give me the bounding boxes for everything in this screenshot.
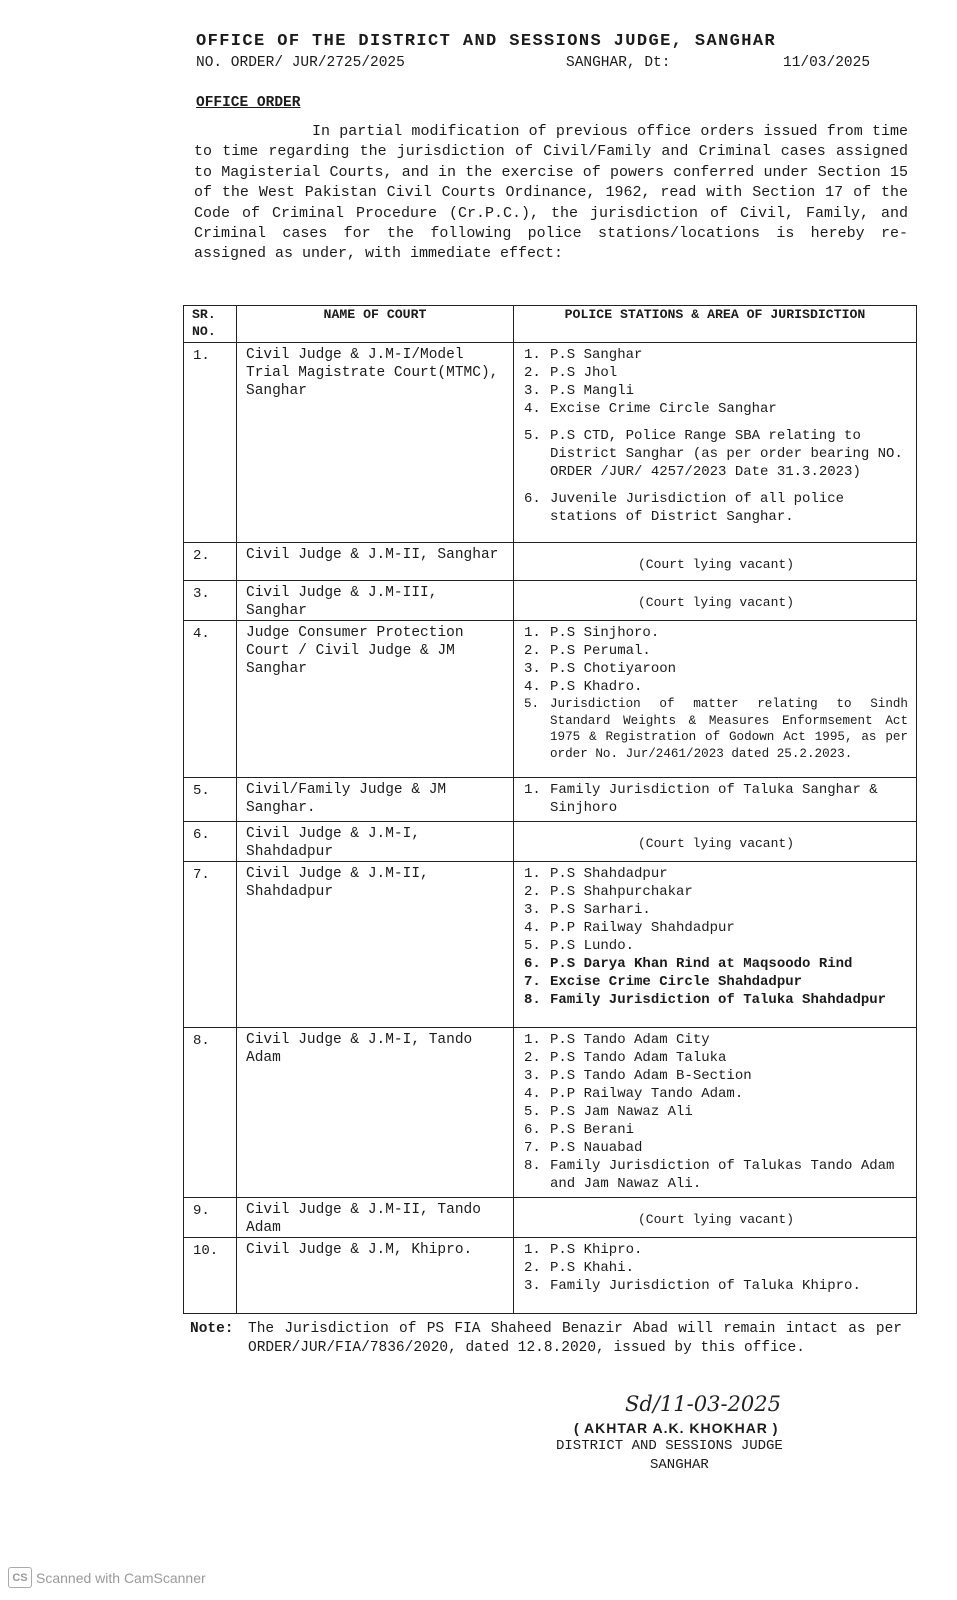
- list-item-text: P.S Sinjhoro.: [550, 625, 660, 641]
- police-station-list: [524, 1031, 908, 1193]
- list-item-text: P.S Sanghar: [550, 347, 643, 363]
- place-date-label: SANGHAR, Dt:: [566, 55, 671, 71]
- list-item-text: P.S Jam Nawaz Ali: [550, 1104, 693, 1120]
- list-item: [524, 1259, 908, 1277]
- list-item: [524, 781, 908, 817]
- list-item-number: 1.: [524, 347, 541, 363]
- list-item-number: 2.: [524, 1050, 541, 1066]
- row-court-name: Civil Judge & J.M-II, Shahdadpur: [237, 862, 514, 1028]
- list-item-text: P.S CTD, Police Range SBA relating to District Sanghar (as per order bearing NO. ORDER /JUR/ 4257/2023 Date 31.3.2023): [550, 428, 903, 480]
- list-item-text: P.S Khahi.: [550, 1260, 635, 1276]
- list-item: [524, 1139, 908, 1157]
- list-item-text: P.S Mangli: [550, 383, 635, 399]
- list-item: [524, 1067, 908, 1085]
- list-item-text: P.S Shahpurchakar: [550, 884, 693, 900]
- header-sr-no: SR. NO.: [184, 306, 237, 343]
- list-item: [524, 865, 908, 883]
- list-item-text: P.S Lundo.: [550, 938, 635, 954]
- list-item-number: 8.: [524, 992, 541, 1008]
- note-label: Note:: [190, 1321, 234, 1337]
- list-item: [524, 400, 908, 418]
- list-item-text: Juvenile Jurisdiction of all police stations of District Sanghar.: [550, 491, 845, 525]
- list-item-number: 3.: [524, 1278, 541, 1294]
- list-item-text: Jurisdiction of matter relating to Sindh Standard Weights & Measures Enformsement Act 1975 & Registration of Godown Act 1995, as per order No. Jur/2461/2023 dated 25.2.2023.: [550, 697, 908, 761]
- list-item-text: P.S Chotiyaroon: [550, 661, 677, 677]
- list-item: [524, 1103, 908, 1121]
- row-sr-no: 10.: [184, 1238, 237, 1314]
- police-station-list: [524, 781, 908, 817]
- list-item-text: P.S Nauabad: [550, 1140, 643, 1156]
- row-jurisdiction: [514, 581, 917, 621]
- row-jurisdiction: [514, 543, 917, 581]
- list-item-number: 4.: [524, 679, 541, 695]
- row-sr-no: 2.: [184, 543, 237, 581]
- list-item-number: 1.: [524, 866, 541, 882]
- list-item: [524, 1031, 908, 1049]
- row-jurisdiction: [514, 621, 917, 778]
- list-item-number: 8.: [524, 1158, 541, 1174]
- signatory-designation: DISTRICT AND SESSIONS JUDGE: [556, 1438, 783, 1454]
- list-item: [524, 937, 908, 955]
- list-item-number: 1.: [524, 782, 541, 798]
- office-title: OFFICE OF THE DISTRICT AND SESSIONS JUDGE, SANGHAR: [196, 32, 777, 51]
- office-order-heading: OFFICE ORDER: [196, 95, 301, 111]
- court-vacant-text: (Court lying vacant): [637, 836, 795, 851]
- order-number: NO. ORDER/ JUR/2725/2025: [196, 55, 405, 71]
- list-item-number: 3.: [524, 383, 541, 399]
- list-item-number: 3.: [524, 1068, 541, 1084]
- row-sr-no: 3.: [184, 581, 237, 621]
- row-jurisdiction: [514, 343, 917, 543]
- list-item-text: P.S Perumal.: [550, 643, 651, 659]
- order-paragraph: [194, 122, 908, 265]
- list-item-number: 3.: [524, 902, 541, 918]
- list-item-number: 5.: [524, 938, 541, 954]
- list-item: [524, 346, 908, 364]
- table-row: [184, 862, 917, 1028]
- handwritten-signature: Sd/11-03-2025: [625, 1392, 781, 1416]
- list-item-text: P.P Railway Tando Adam.: [550, 1086, 744, 1102]
- header-police-stations: POLICE STATIONS & AREA OF JURISDICTION: [514, 306, 917, 343]
- camscanner-logo-icon: CS: [8, 1567, 32, 1588]
- camscanner-watermark: [8, 1567, 206, 1588]
- table-row: [184, 1198, 917, 1238]
- list-item-text: P.S Khipro.: [550, 1242, 643, 1258]
- list-item-text: Family Jurisdiction of Taluka Shahdadpur: [550, 992, 887, 1008]
- list-item-number: 2.: [524, 884, 541, 900]
- list-item: [524, 1277, 908, 1295]
- list-item: [524, 955, 908, 973]
- court-vacant-text: (Court lying vacant): [637, 595, 795, 610]
- list-item: [524, 901, 908, 919]
- list-item-number: 5.: [524, 1104, 541, 1120]
- list-item-number: 4.: [524, 401, 541, 417]
- row-jurisdiction: [514, 862, 917, 1028]
- list-item-text: P.S Tando Adam Taluka: [550, 1050, 727, 1066]
- list-item-number: 1.: [524, 1032, 541, 1048]
- row-court-name: Civil Judge & J.M-I/Model Trial Magistrate Court(MTMC), Sanghar: [237, 343, 514, 543]
- table-row: [184, 343, 917, 543]
- header-name-of-court: NAME OF COURT: [237, 306, 514, 343]
- list-item-text: Family Jurisdiction of Taluka Khipro.: [550, 1278, 861, 1294]
- court-vacant-text: (Court lying vacant): [637, 1212, 795, 1227]
- list-item-number: 2.: [524, 643, 541, 659]
- jurisdiction-table: [183, 305, 917, 1314]
- row-court-name: Civil Judge & J.M-II, Sanghar: [237, 543, 514, 581]
- list-item-text: P.S Jhol: [550, 365, 618, 381]
- row-sr-no: 6.: [184, 822, 237, 862]
- list-item: [524, 1157, 908, 1193]
- list-item-text: P.S Tando Adam City: [550, 1032, 710, 1048]
- list-item-text: Excise Crime Circle Sanghar: [550, 401, 777, 417]
- signatory-name: ( AKHTAR A.K. KHOKHAR ): [574, 1420, 779, 1436]
- list-item-number: 1.: [524, 1242, 541, 1258]
- list-item-text: Family Jurisdiction of Taluka Sanghar & Sinjhoro: [550, 782, 878, 816]
- list-item-number: 6.: [524, 491, 541, 507]
- list-item-number: 4.: [524, 1086, 541, 1102]
- list-item: [524, 427, 908, 481]
- order-paragraph-text: In partial modification of previous office orders issued from time to time regarding the jurisdiction of Civil/Family and Criminal cases assigned to Magisterial Courts, and in the exercise of powers conferred under Section 15 of the West Pakistan Civil Courts Ordinance, 1962, read with Section 17 of the Code of Criminal Procedure (Cr.P.C.), the jurisdiction of Civil, Family, and Criminal cases for the following police stations/locations is hereby re-assigned as under, with immediate effect:: [194, 123, 908, 263]
- row-court-name: Civil Judge & J.M-I, Tando Adam: [237, 1028, 514, 1198]
- list-item: [524, 678, 908, 696]
- list-item-text: Family Jurisdiction of Talukas Tando Adam and Jam Nawaz Ali.: [550, 1158, 895, 1192]
- list-item: [524, 660, 908, 678]
- list-item-number: 7.: [524, 1140, 541, 1156]
- table-row: [184, 822, 917, 862]
- row-court-name: Civil Judge & J.M, Khipro.: [237, 1238, 514, 1314]
- list-item-number: 3.: [524, 661, 541, 677]
- table-row: [184, 1028, 917, 1198]
- row-jurisdiction: [514, 1028, 917, 1198]
- table-row: [184, 778, 917, 822]
- list-item-number: 2.: [524, 1260, 541, 1276]
- police-station-list: [524, 346, 908, 526]
- list-item: [524, 1049, 908, 1067]
- signatory-place: SANGHAR: [650, 1457, 709, 1473]
- row-sr-no: 8.: [184, 1028, 237, 1198]
- police-station-list: [524, 624, 908, 762]
- row-jurisdiction: [514, 1198, 917, 1238]
- row-jurisdiction: [514, 1238, 917, 1314]
- row-sr-no: 4.: [184, 621, 237, 778]
- list-item-number: 2.: [524, 365, 541, 381]
- list-item-number: 5.: [524, 428, 541, 444]
- list-item-number: 6.: [524, 1122, 541, 1138]
- note-text: The Jurisdiction of PS FIA Shaheed Benazir Abad will remain intact as per ORDER/JUR/FIA/7836/2020, dated 12.8.2020, issued by this office.: [248, 1321, 902, 1356]
- table-row: [184, 1238, 917, 1314]
- row-court-name: Judge Consumer Protection Court / Civil Judge & JM Sanghar: [237, 621, 514, 778]
- list-item-number: 4.: [524, 920, 541, 936]
- list-item: [524, 1085, 908, 1103]
- list-item-text: Excise Crime Circle Shahdadpur: [550, 974, 803, 990]
- list-item: [524, 883, 908, 901]
- list-item: [524, 1241, 908, 1259]
- list-item-number: 5.: [524, 697, 540, 711]
- list-item-text: P.S Khadro.: [550, 679, 643, 695]
- list-item: [524, 382, 908, 400]
- row-jurisdiction: [514, 778, 917, 822]
- row-sr-no: 5.: [184, 778, 237, 822]
- order-date: 11/03/2025: [783, 55, 871, 71]
- list-item-number: 7.: [524, 974, 541, 990]
- police-station-list: [524, 865, 908, 1009]
- list-item-text: P.P Railway Shahdadpur: [550, 920, 735, 936]
- list-item-text: P.S Darya Khan Rind at Maqsoodo Rind: [550, 956, 853, 972]
- list-item: [524, 696, 908, 762]
- row-court-name: Civil Judge & J.M-II, Tando Adam: [237, 1198, 514, 1238]
- row-sr-no: 7.: [184, 862, 237, 1028]
- list-item: [524, 642, 908, 660]
- list-item-number: 1.: [524, 625, 541, 641]
- list-item: [524, 991, 908, 1009]
- table-row: [184, 581, 917, 621]
- list-item-text: P.S Shahdadpur: [550, 866, 668, 882]
- list-item: [524, 624, 908, 642]
- row-sr-no: 9.: [184, 1198, 237, 1238]
- note: [190, 1320, 902, 1358]
- row-jurisdiction: [514, 822, 917, 862]
- row-sr-no: 1.: [184, 343, 237, 543]
- camscanner-text: Scanned with CamScanner: [36, 1569, 206, 1586]
- row-court-name: Civil/Family Judge & JM Sanghar.: [237, 778, 514, 822]
- list-item: [524, 919, 908, 937]
- list-item: [524, 1121, 908, 1139]
- row-court-name: Civil Judge & J.M-I, Shahdadpur: [237, 822, 514, 862]
- table-row: [184, 621, 917, 778]
- list-item-text: P.S Tando Adam B-Section: [550, 1068, 752, 1084]
- list-item: [524, 364, 908, 382]
- table-row: [184, 543, 917, 581]
- list-item: [524, 973, 908, 991]
- court-vacant-text: (Court lying vacant): [637, 557, 795, 572]
- police-station-list: [524, 1241, 908, 1295]
- list-item-text: P.S Berani: [550, 1122, 635, 1138]
- list-item: [524, 490, 908, 526]
- list-item-number: 6.: [524, 956, 541, 972]
- row-court-name: Civil Judge & J.M-III, Sanghar: [237, 581, 514, 621]
- list-item-text: P.S Sarhari.: [550, 902, 651, 918]
